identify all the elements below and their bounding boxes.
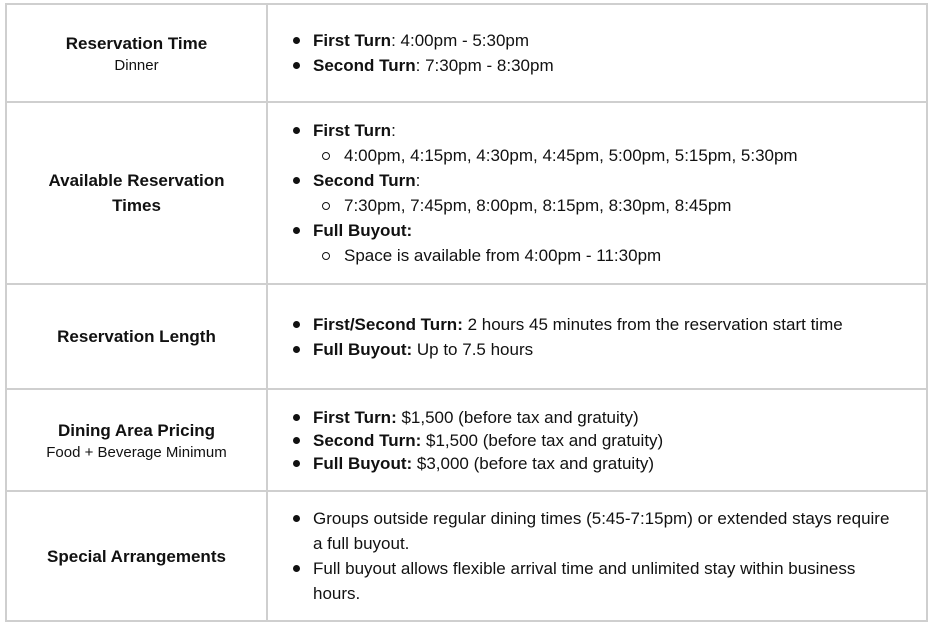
row-special-arrangements (6, 491, 927, 621)
item-term: First Turn (313, 121, 392, 140)
list-item (288, 406, 912, 429)
item-text: : (391, 121, 396, 140)
row-label-cell (6, 102, 267, 284)
item-text: $1,500 (before tax and gratuity) (396, 407, 639, 427)
bullet-list (288, 28, 912, 78)
bullet-list (288, 406, 912, 475)
row-available-times (6, 102, 927, 284)
row-content-cell (267, 102, 927, 284)
row-content-cell (267, 284, 927, 389)
row-label-cell (6, 389, 267, 491)
row-reservation-time (6, 4, 927, 102)
item-term: Second Turn: (313, 430, 422, 450)
row-label: Special Arrangements (47, 546, 226, 566)
sub-list-item: 7:30pm, 7:45pm, 8:00pm, 8:15pm, 8:30pm, 8:45pm (313, 193, 912, 218)
row-content-cell (267, 4, 927, 102)
row-label: Reservation Length (57, 327, 216, 346)
item-term: Full Buyout: (313, 339, 413, 359)
row-content-cell (267, 491, 927, 621)
bullet-list (288, 312, 912, 362)
list-item (288, 28, 912, 53)
item-text: $3,000 (before tax and gratuity) (412, 453, 655, 473)
row-sublabel: Dinner (114, 56, 159, 74)
list-item (288, 168, 912, 218)
sub-list-item: 4:00pm, 4:15pm, 4:30pm, 4:45pm, 5:00pm, 5:15pm, 5:30pm (313, 143, 912, 168)
list-item (288, 452, 912, 475)
sub-list (313, 193, 912, 218)
list-item (288, 53, 912, 78)
reservation-info-table (5, 3, 928, 622)
item-term: First/Second Turn: (313, 314, 463, 334)
row-sublabel: Food + Beverage Minimum (46, 443, 227, 461)
row-label-cell (6, 491, 267, 621)
list-item (288, 218, 912, 268)
list-item (288, 118, 912, 168)
item-term: Second Turn (313, 56, 416, 75)
row-label: Dining Area Pricing (57, 420, 216, 440)
row-content-cell (267, 389, 927, 491)
item-term: Second Turn (313, 171, 416, 190)
item-term: First Turn (313, 31, 392, 50)
item-text: : 7:30pm - 8:30pm (415, 56, 554, 75)
row-reservation-length (6, 284, 927, 389)
row-label: Reservation Time (65, 33, 208, 53)
item-term: First Turn: (313, 407, 397, 427)
bullet-list (288, 506, 912, 606)
item-term: Full Buyout: (313, 453, 413, 473)
list-item: Groups outside regular dining times (5:45-7:15pm) or extended stays require a full buyout. (288, 506, 902, 556)
item-text: : 4:00pm - 5:30pm (391, 31, 530, 50)
list-item (288, 429, 912, 452)
row-dining-pricing (6, 389, 927, 491)
item-text: 2 hours 45 minutes from the reservation start time (462, 314, 843, 334)
item-term: Full Buyout: (313, 221, 413, 240)
item-text: $1,500 (before tax and gratuity) (421, 430, 664, 450)
row-label: Available Reservation Times (48, 171, 225, 215)
bullet-list (288, 118, 912, 268)
sub-list-item: Space is available from 4:00pm - 11:30pm (313, 243, 912, 268)
list-item (288, 312, 892, 337)
row-label-cell (6, 284, 267, 389)
item-text: : (415, 171, 421, 190)
list-item: Full buyout allows flexible arrival time and unlimited stay within business hours. (288, 556, 902, 606)
item-text: Up to 7.5 hours (412, 339, 534, 359)
sub-list (313, 143, 912, 168)
row-label-cell (6, 4, 267, 102)
sub-list (313, 243, 912, 268)
list-item (288, 337, 892, 362)
